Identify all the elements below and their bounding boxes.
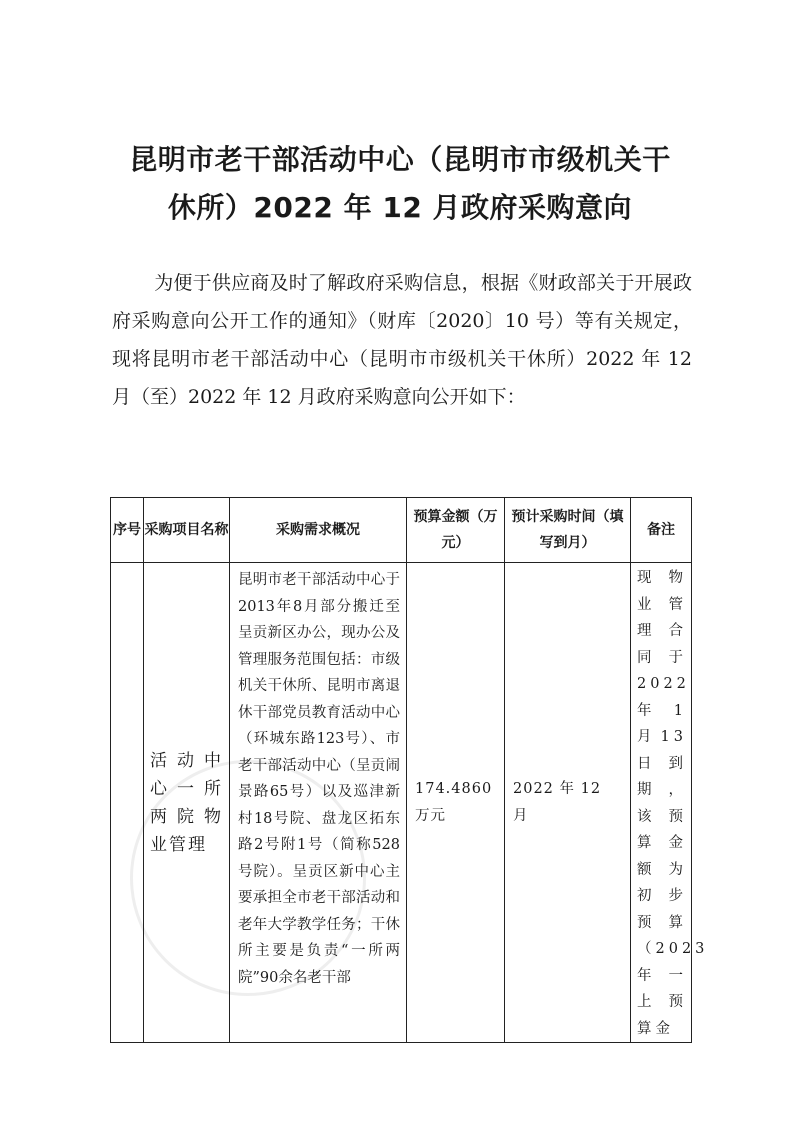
cell-seq: [111, 563, 144, 1043]
cell-remarks: 现物业管理合同于2022年1月13日到期，该预算金额为初步预算（2023年一上预算金: [631, 563, 692, 1043]
header-desc: 采购需求概况: [230, 498, 407, 563]
cell-procurement-time: 2022 年 12 月: [505, 563, 631, 1043]
header-seq: 序号: [111, 498, 144, 563]
header-amount: 预算金额（万元）: [407, 498, 505, 563]
cell-project-name: 活动中心一所两院物业管理: [144, 563, 230, 1043]
title-line-2: 休所）2022 年 12 月政府采购意向: [167, 191, 633, 224]
header-note: 备注: [631, 498, 692, 563]
cell-description: 昆明市老干部活动中心于2013年8月部分搬迁至呈贡新区办公，现办公及管理服务范围包括：市级机关干休所、昆明市离退休干部党员教育活动中心（环城东路123号）、市老干部活动中心（呈贡闹景路65号）以及巡津新村18号院、盘龙区拓东路2号附1号（简称528号院）。呈贡区新中心主要承担全市老干部活动和老年大学教学任务；干休所主要是负责“一所两院”90余名老干部: [230, 563, 407, 1043]
page-title: [100, 136, 700, 232]
intro-text: 为便于供应商及时了解政府采购信息，根据《财政部关于开展政府采购意向公开工作的通知》（财库〔2020〕10 号）等有关规定，现将昆明市老干部活动中心（昆明市市级机关干休所）2022 年 12 月（至）2022 年 12 月政府采购意向公开如下：: [112, 272, 692, 408]
table-row: [111, 563, 692, 1043]
intro-paragraph: [112, 264, 692, 416]
title-line-1: 昆明市老干部活动中心（昆明市市级机关干: [129, 143, 671, 176]
procurement-table: [110, 497, 709, 1043]
header-name: 采购项目名称: [144, 498, 230, 563]
header-time: 预计采购时间（填写到月）: [505, 498, 631, 563]
cell-budget-amount: 174.4860万元: [407, 563, 505, 1043]
table-header-row: [111, 498, 692, 563]
